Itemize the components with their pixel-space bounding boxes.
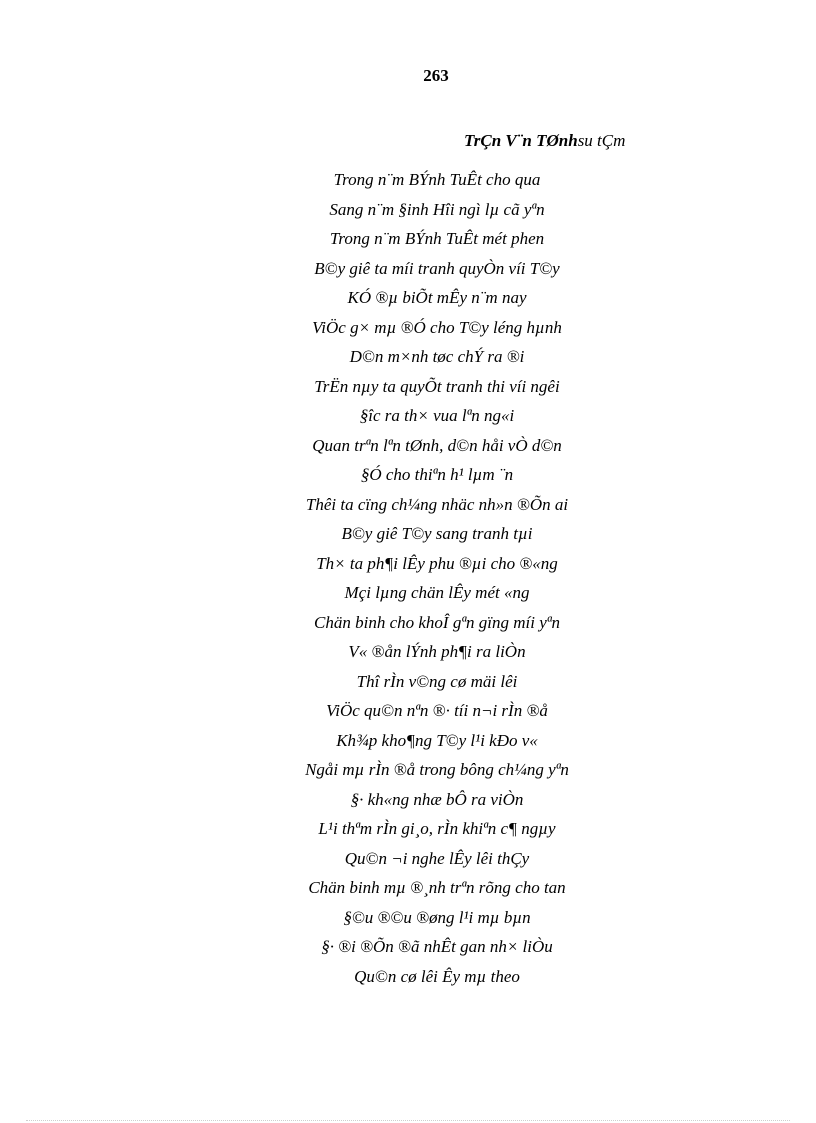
poem bbox=[237, 165, 637, 991]
byline-note: su tÇm bbox=[577, 131, 626, 150]
poem-line: TrËn nµy ta quyÕt tranh thi víi ngêi bbox=[314, 376, 560, 396]
poem-line: Mçi lµng chän lÊy mét «ng bbox=[344, 583, 530, 602]
poem-line: V« ®ån lÝnh ph¶i ra liÒn bbox=[348, 642, 526, 661]
poem-line: Th× ta ph¶i lÊy phu ®µi cho ®«ng bbox=[316, 553, 558, 573]
poem-line: §· kh«ng nhæ bÔ ra viÒn bbox=[350, 789, 524, 809]
poem-line: §îc ra th× vua lªn ng«i bbox=[359, 406, 515, 425]
poem-line: Ngåi mµ rÌn ®å trong bông ch¼ng yªn bbox=[305, 760, 569, 779]
poem-line: Chän binh mµ ®¸nh trªn rõng cho tan bbox=[308, 878, 566, 897]
poem-line: B©y giê T©y sang tranh tµi bbox=[341, 524, 533, 543]
poem-line: ViÖc g× mµ ®Ó cho T©y léng hµnh bbox=[312, 317, 562, 337]
poem-line: Kh¾p kho¶ng T©y l¹i kÐo v« bbox=[336, 730, 538, 750]
poem-line: Qu©n ¬i nghe lÊy lêi thÇy bbox=[344, 848, 530, 868]
poem-line: B©y giê ta míi tranh quyÒn víi T©y bbox=[314, 258, 560, 278]
poem-line: §©u ®©u ®øng l¹i mµ bµn bbox=[343, 907, 531, 927]
poem-line: ViÖc qu©n nªn ®· tíi n¬i rÌn ®å bbox=[326, 701, 548, 720]
poem-line: Trong n¨m BÝnh TuÊt mét phen bbox=[329, 229, 545, 248]
poem-line: D©n m×nh tøc chÝ ra ®i bbox=[349, 347, 525, 366]
poem-line: §Ó cho thiªn h¹ lµm ¨n bbox=[360, 465, 514, 484]
author-name: TrÇn V¨n TØnh bbox=[464, 131, 578, 150]
poem-line: Chän binh cho khoÎ gªn gïng míi yªn bbox=[314, 612, 560, 632]
page-number: 263 bbox=[423, 66, 449, 85]
poem-line: Thêi ta cïng ch¼ng nhäc nh»n ®Õn ai bbox=[305, 494, 569, 514]
poem-line: Qu©n cø lêi Êy mµ theo bbox=[354, 966, 520, 986]
bottom-divider bbox=[26, 1120, 790, 1121]
poem-line: Quan trªn lªn tØnh, d©n håi vÒ d©n bbox=[312, 435, 562, 455]
poem-line: Trong n¨m BÝnh TuÊt cho qua bbox=[333, 170, 541, 189]
poem-line: L¹i thªm rÌn gi¸o, rÌn khiªn c¶ ngµy bbox=[318, 819, 556, 838]
poem-line: §· ®i ®Õn ®ã nhÊt gan nh× liÒu bbox=[321, 937, 553, 956]
poem-line: KÓ ®µ biÕt mÊy n¨m nay bbox=[347, 288, 527, 307]
poem-line: Thî rÌn v©ng cø mäi lêi bbox=[356, 671, 518, 691]
poem-line: Sang n¨m §inh Hîi ngì lµ cã yªn bbox=[329, 199, 545, 219]
byline bbox=[464, 129, 625, 153]
